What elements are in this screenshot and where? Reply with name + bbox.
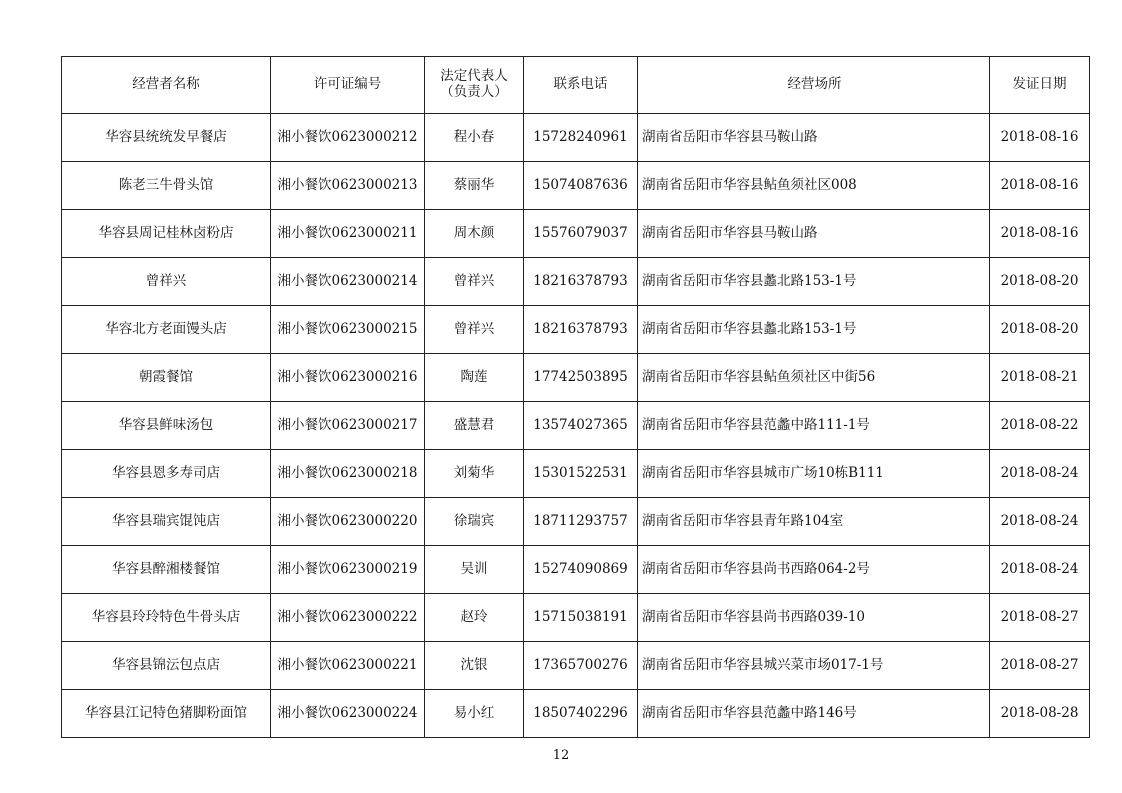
page-number: 12 <box>552 748 570 763</box>
cell-legal-representative: 陶莲 <box>425 354 524 402</box>
cell-license-number: 湘小餐饮0623000213 <box>271 162 425 210</box>
cell-business-place: 湖南省岳阳市华容县城市广场10栋B111 <box>638 450 990 498</box>
cell-operator-name: 华容县周记桂林卤粉店 <box>62 210 271 258</box>
cell-phone: 15074087636 <box>524 162 638 210</box>
cell-license-number: 湘小餐饮0623000224 <box>271 690 425 738</box>
cell-issue-date: 2018-08-24 <box>990 498 1090 546</box>
header-legal-line1: 法定代表人 <box>440 68 508 85</box>
cell-legal-representative: 沈银 <box>425 642 524 690</box>
header-issue-date: 发证日期 <box>990 57 1090 114</box>
cell-phone: 17365700276 <box>524 642 638 690</box>
cell-issue-date: 2018-08-28 <box>990 690 1090 738</box>
cell-legal-representative: 盛慧君 <box>425 402 524 450</box>
cell-license-number: 湘小餐饮0623000217 <box>271 402 425 450</box>
cell-legal-representative: 易小红 <box>425 690 524 738</box>
table-row <box>62 306 1090 354</box>
cell-issue-date: 2018-08-24 <box>990 450 1090 498</box>
table-row <box>62 546 1090 594</box>
table-row <box>62 210 1090 258</box>
table-row <box>62 498 1090 546</box>
cell-phone: 15576079037 <box>524 210 638 258</box>
cell-license-number: 湘小餐饮0623000212 <box>271 114 425 162</box>
cell-phone: 15301522531 <box>524 450 638 498</box>
header-legal-line2: （负责人） <box>440 84 508 100</box>
header-business-place: 经营场所 <box>638 57 990 114</box>
cell-business-place: 湖南省岳阳市华容县青年路104室 <box>638 498 990 546</box>
cell-operator-name: 华容县江记特色猪脚粉面馆 <box>62 690 271 738</box>
cell-legal-representative: 徐瑞宾 <box>425 498 524 546</box>
cell-phone: 18216378793 <box>524 306 638 354</box>
cell-legal-representative: 曾祥兴 <box>425 258 524 306</box>
cell-issue-date: 2018-08-21 <box>990 354 1090 402</box>
header-license-number: 许可证编号 <box>271 57 425 114</box>
cell-phone: 15728240961 <box>524 114 638 162</box>
table-row <box>62 450 1090 498</box>
cell-phone: 18711293757 <box>524 498 638 546</box>
header-operator-name: 经营者名称 <box>62 57 271 114</box>
cell-operator-name: 华容县鲜味汤包 <box>62 402 271 450</box>
header-phone: 联系电话 <box>524 57 638 114</box>
cell-business-place: 湖南省岳阳市华容县马鞍山路 <box>638 114 990 162</box>
cell-phone: 18507402296 <box>524 690 638 738</box>
cell-issue-date: 2018-08-24 <box>990 546 1090 594</box>
cell-license-number: 湘小餐饮0623000219 <box>271 546 425 594</box>
cell-license-number: 湘小餐饮0623000216 <box>271 354 425 402</box>
cell-phone: 15715038191 <box>524 594 638 642</box>
cell-license-number: 湘小餐饮0623000222 <box>271 594 425 642</box>
cell-phone: 18216378793 <box>524 258 638 306</box>
cell-business-place: 湖南省岳阳市华容县鲇鱼须社区中街56 <box>638 354 990 402</box>
header-legal-representative <box>425 57 524 114</box>
cell-operator-name: 陈老三牛骨头馆 <box>62 162 271 210</box>
cell-business-place: 湖南省岳阳市华容县尚书西路064-2号 <box>638 546 990 594</box>
cell-business-place: 湖南省岳阳市华容县范蠡中路146号 <box>638 690 990 738</box>
cell-license-number: 湘小餐饮0623000220 <box>271 498 425 546</box>
table-row <box>62 642 1090 690</box>
cell-license-number: 湘小餐饮0623000221 <box>271 642 425 690</box>
cell-business-place: 湖南省岳阳市华容县鲇鱼须社区008 <box>638 162 990 210</box>
cell-issue-date: 2018-08-16 <box>990 162 1090 210</box>
cell-license-number: 湘小餐饮0623000215 <box>271 306 425 354</box>
table-row <box>62 594 1090 642</box>
cell-issue-date: 2018-08-20 <box>990 258 1090 306</box>
cell-business-place: 湖南省岳阳市华容县尚书西路039-10 <box>638 594 990 642</box>
cell-operator-name: 华容县锦沄包点店 <box>62 642 271 690</box>
cell-business-place: 湖南省岳阳市华容县城兴菜市场017-1号 <box>638 642 990 690</box>
table-header-row <box>62 57 1090 114</box>
cell-phone: 13574027365 <box>524 402 638 450</box>
cell-legal-representative: 赵玲 <box>425 594 524 642</box>
table-row <box>62 114 1090 162</box>
cell-legal-representative: 刘菊华 <box>425 450 524 498</box>
cell-operator-name: 华容县醉湘楼餐馆 <box>62 546 271 594</box>
cell-phone: 17742503895 <box>524 354 638 402</box>
cell-phone: 15274090869 <box>524 546 638 594</box>
cell-operator-name: 华容县恩多寿司店 <box>62 450 271 498</box>
cell-business-place: 湖南省岳阳市华容县范蠡中路111-1号 <box>638 402 990 450</box>
table-row <box>62 690 1090 738</box>
license-table <box>61 56 1090 738</box>
cell-operator-name: 华容县玲玲特色牛骨头店 <box>62 594 271 642</box>
cell-issue-date: 2018-08-22 <box>990 402 1090 450</box>
cell-issue-date: 2018-08-27 <box>990 642 1090 690</box>
cell-legal-representative: 蔡丽华 <box>425 162 524 210</box>
cell-license-number: 湘小餐饮0623000214 <box>271 258 425 306</box>
cell-legal-representative: 曾祥兴 <box>425 306 524 354</box>
table-row <box>62 354 1090 402</box>
cell-operator-name: 朝霞餐馆 <box>62 354 271 402</box>
cell-license-number: 湘小餐饮0623000218 <box>271 450 425 498</box>
table-row <box>62 402 1090 450</box>
cell-issue-date: 2018-08-27 <box>990 594 1090 642</box>
cell-issue-date: 2018-08-16 <box>990 210 1090 258</box>
cell-business-place: 湖南省岳阳市华容县蠡北路153-1号 <box>638 306 990 354</box>
cell-business-place: 湖南省岳阳市华容县蠡北路153-1号 <box>638 258 990 306</box>
cell-issue-date: 2018-08-20 <box>990 306 1090 354</box>
cell-operator-name: 华容县统统发早餐店 <box>62 114 271 162</box>
cell-issue-date: 2018-08-16 <box>990 114 1090 162</box>
cell-business-place: 湖南省岳阳市华容县马鞍山路 <box>638 210 990 258</box>
cell-legal-representative: 吴训 <box>425 546 524 594</box>
cell-license-number: 湘小餐饮0623000211 <box>271 210 425 258</box>
cell-operator-name: 曾祥兴 <box>62 258 271 306</box>
table-row <box>62 258 1090 306</box>
table-body <box>62 114 1090 738</box>
table-row <box>62 162 1090 210</box>
cell-legal-representative: 周木颜 <box>425 210 524 258</box>
cell-legal-representative: 程小春 <box>425 114 524 162</box>
cell-operator-name: 华容北方老面馒头店 <box>62 306 271 354</box>
cell-operator-name: 华容县瑞宾馄饨店 <box>62 498 271 546</box>
